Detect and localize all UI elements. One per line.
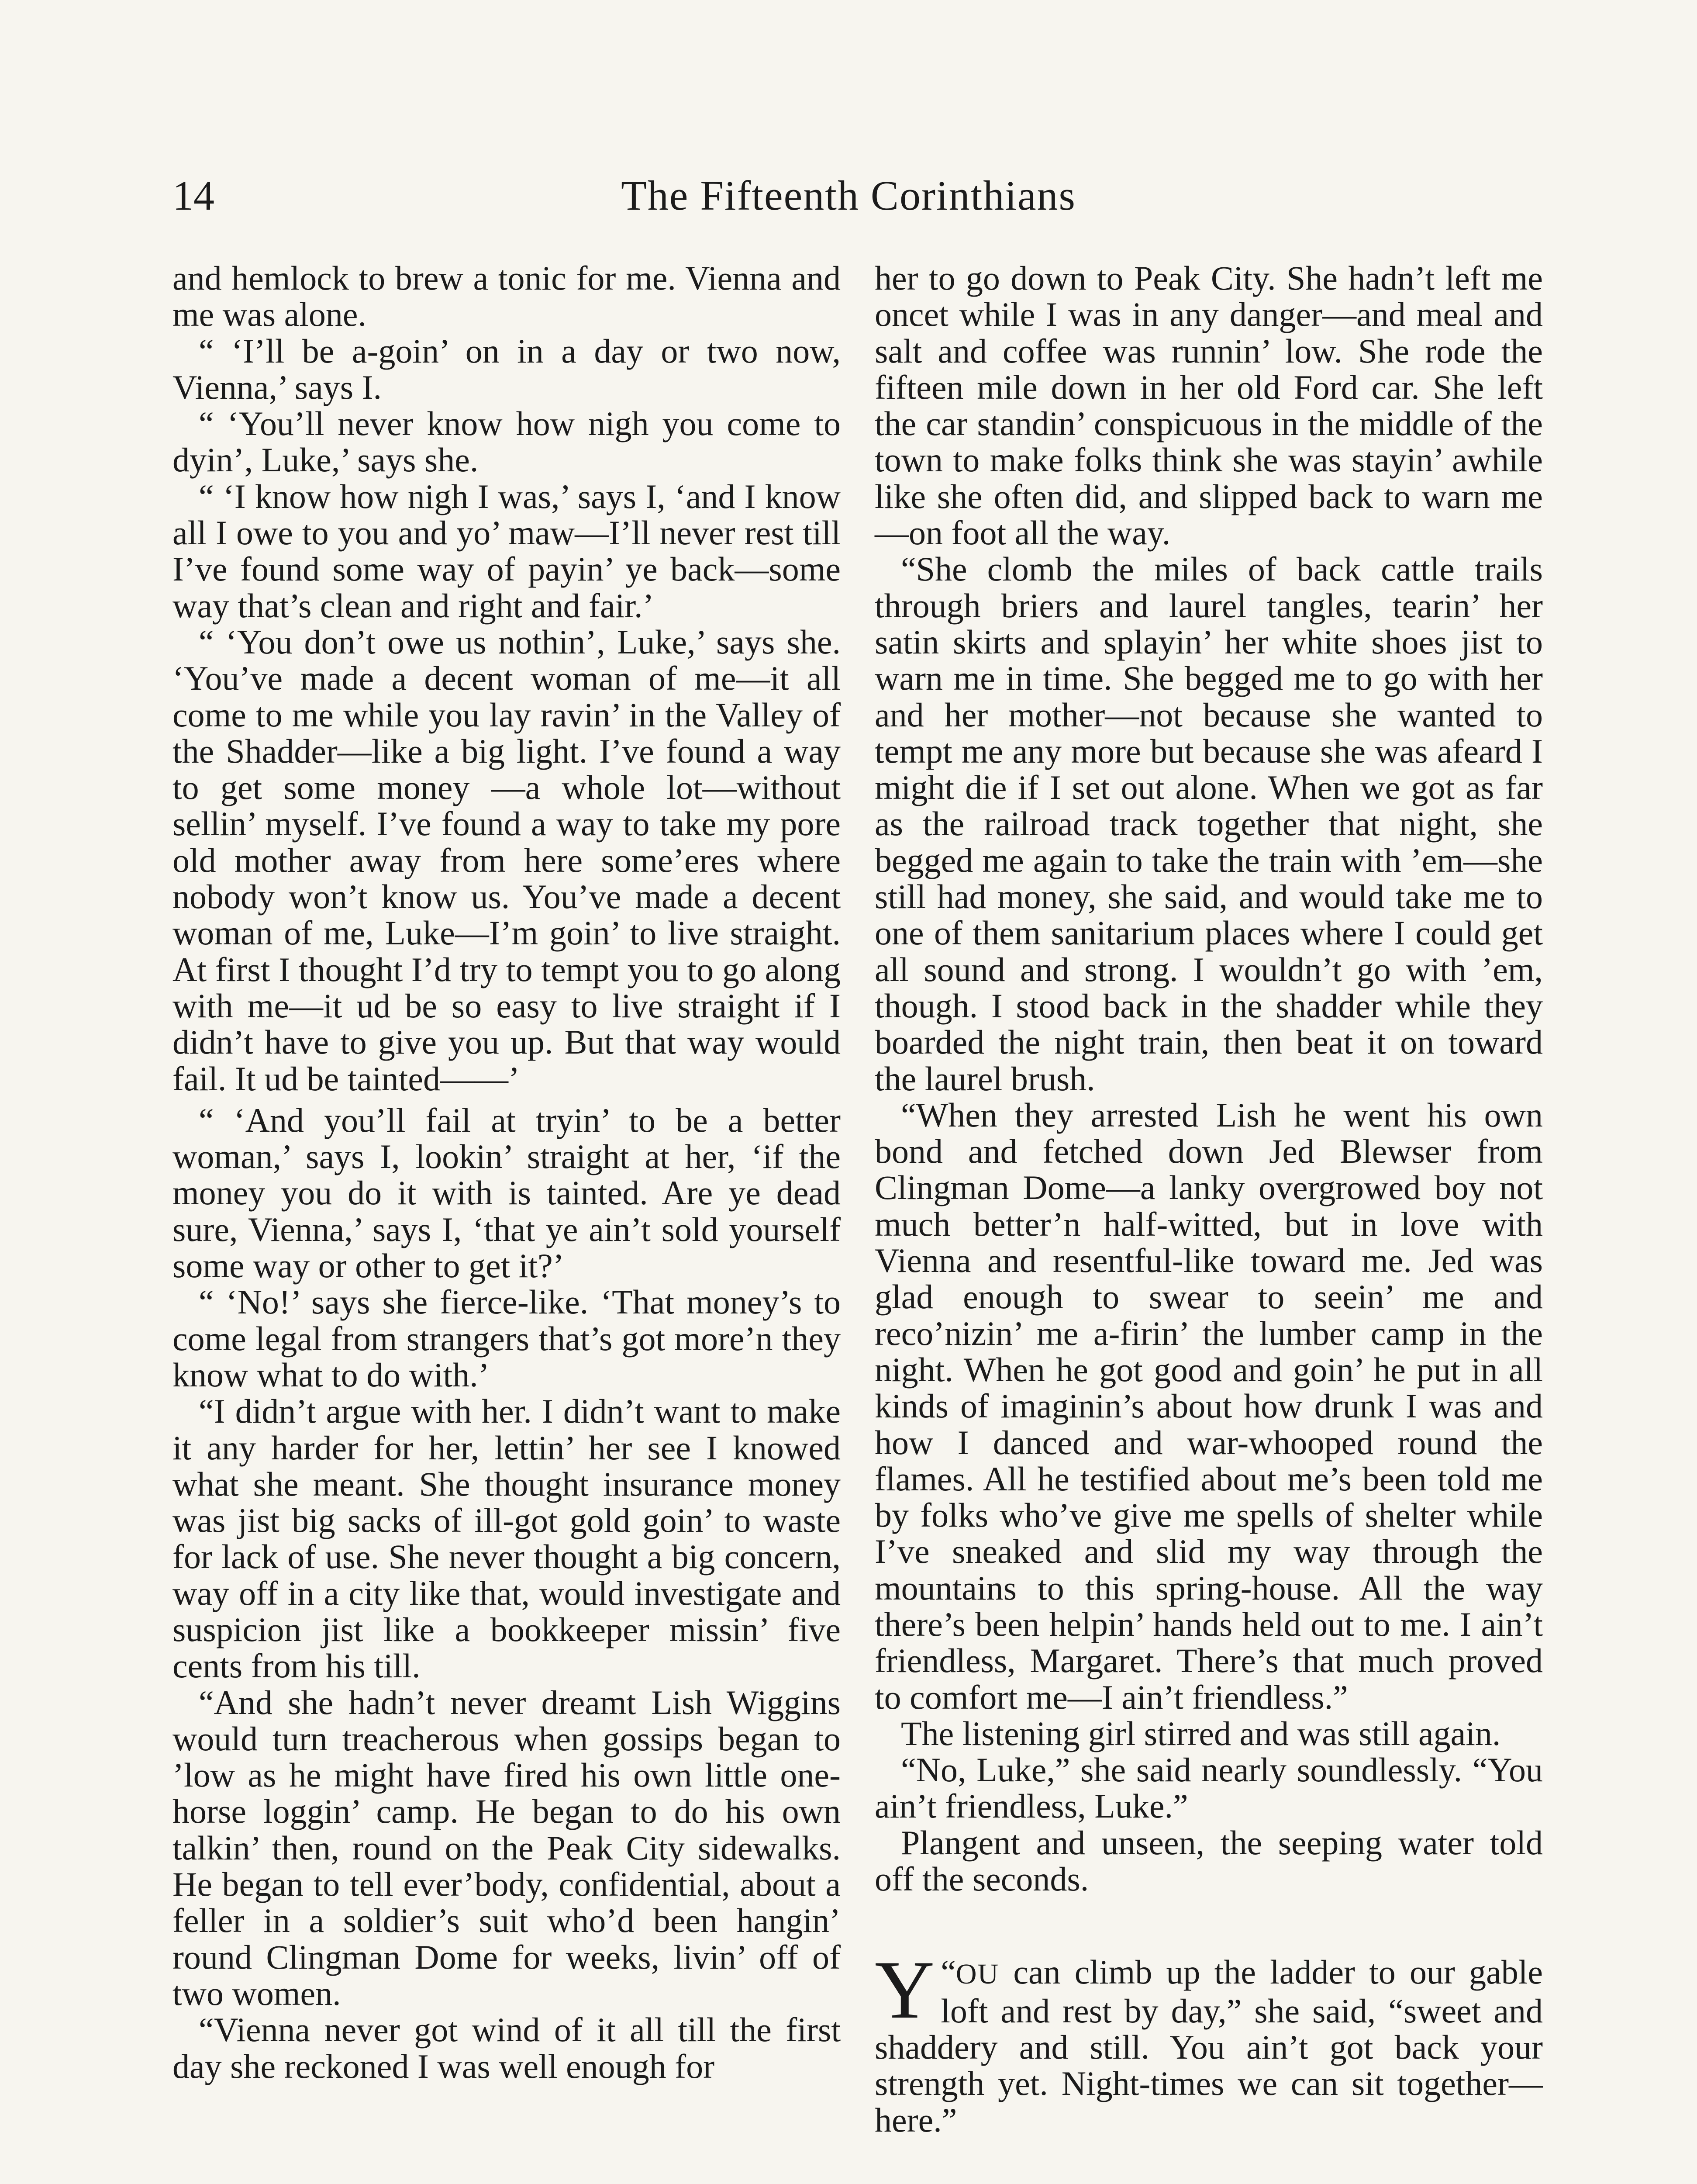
paragraph: “I didn’t argue with her. I didn’t want to make it any harder for her, lettin’ her see I knowed what she meant. She thought insurance money was jist big sacks of ill-got gold goin’ to waste for lack of use. She never thought a big concern, way off in a city like that, would investigate and suspicion jist like a bookkeeper missin’ five cents from his till.: [172, 1392, 841, 1685]
paragraph: “ ‘You don’t owe us nothin’, Luke,’ says she. ‘You’ve made a decent woman of me—it all come to me while you lay ravin’ in the Valley of the Shadder—like a big light. I’ve found a way to get some money —a whole lot—without sellin’ myself. I’ve found a way to take my pore old mother away from here some’eres where nobody won’t know us. You’ve made a decent woman of me, Luke—I’m goin’ to live straight. At first I thought I’d try to tempt you to go along with me—it ud be so easy to live straight if I didn’t have to give you up. But that way would fail. It ud be tainted——’: [172, 622, 841, 1098]
small-caps-lead: OU: [955, 1958, 1000, 1990]
paragraph: “ ‘I know how nigh I was,’ says I, ‘and I know all I owe to you and yo’ maw—I’ll never rest till I’ve found some way of payin’ ye back—some way that’s clean and right and fair.’: [172, 477, 841, 625]
paragraph: Plangent and unseen, the seeping water told off the seconds.: [875, 1823, 1543, 1898]
section-opening-paragraph: [875, 1944, 1543, 2139]
paragraph: “ ‘No!’ says she fierce-like. ‘That money’s to come legal from strangers that’s got more’n they know what to do with.’: [172, 1283, 841, 1394]
paragraph: and hemlock to brew a tonic for me. Vienna and me was alone.: [172, 259, 841, 334]
paragraph: “When they arrested Lish he went his own bond and fetched down Jed Blewser from Clingman Dome—a lanky overgrowed boy not much better’n half-witted, but in love with Vienna and resentful-like toward me. Jed was glad enough to swear to seein’ me and reco’nizin’ me a-firin’ the lumber camp in the night. When he got good and goin’ he put in all kinds of imaginin’s about how drunk I was and how I danced and war-whooped round the flames. All he testified about me’s been told me by folks who’ve give me spells of shelter while I’ve sneaked and slid my way through the mountains to this spring-house. All the way there’s been helpin’ hands held out to me. I ain’t friendless, Margaret. There’s that much proved to comfort me—I ain’t friendless.”: [875, 1095, 1543, 1716]
paragraph: “Vienna never got wind of it all till the first day she reckoned I was well enough for: [172, 2011, 841, 2085]
paragraph: “ ‘I’ll be a-goin’ on in a day or two now, Vienna,’ says I.: [172, 332, 841, 406]
page-number: 14: [172, 172, 214, 219]
paragraph: “No, Luke,” she said nearly soundlessly. “You ain’t friendless, Luke.”: [875, 1751, 1543, 1825]
drop-cap: Y: [875, 1944, 935, 2036]
paragraph: her to go down to Peak City. She hadn’t left me oncet while I was in any danger—and meal and salt and coffee was runnin’ low. She rode the fifteen mile down in her old Ford car. She left the car standin’ conspicuous in the middle of the town to make folks think she was stayin’ awhile like she often did, and slipped back to warn me —on foot all the way.: [875, 259, 1543, 552]
paragraph: “ ‘You’ll never know how nigh you come to dyin’, Luke,’ says she.: [172, 404, 841, 479]
paragraph: “She clomb the miles of back cattle trails through briers and laurel tangles, tearin’ her satin skirts and splayin’ her white shoes jist to warn me in time. She begged me to go with her and her mother—not because she wanted to tempt me any more but because she was afeard I might die if I set out alone. When we got as far as the railroad track together that night, she begged me again to take the train with ’em—she still had money, she said, and would take me to one of them sanitarium places where I could get all sound and strong. I wouldn’t go with ’em, though. I stood back in the shadder while they boarded the night train, then beat it on toward the laurel brush.: [875, 550, 1543, 1098]
paragraph: The listening girl stirred and was still again.: [901, 1714, 1501, 1752]
paragraph-text: can climb up the ladder to our gable loft and rest by day,” she said, “sweet and shaddery and still. You ain’t got back your strength yet. Night-times we can sit together—here.”: [875, 1953, 1543, 2139]
running-title: The Fifteenth Corinthians: [621, 172, 1076, 219]
paragraph: “And she hadn’t never dreamt Lish Wiggins would turn treacherous when gossips began to ’low as he might have fired his own little one-horse loggin’ camp. He began to do his own talkin’ then, round on the Peak City sidewalks. He began to tell ever’body, confidential, about a feller in a soldier’s suit who’d been hangin’ round Clingman Dome for weeks, livin’ off of two women.: [172, 1683, 841, 2012]
right-column: [875, 260, 1543, 2138]
paragraph: “ ‘And you’ll fail at tryin’ to be a better woman,’ says I, lookin’ straight at her, ‘if the money you do it with is tainted. Are ye dead sure, Vienna,’ says I, ‘that ye ain’t sold yourself some way or other to get it?’: [172, 1101, 841, 1285]
left-column: [172, 260, 841, 2084]
open-quote: “: [941, 1953, 956, 1991]
